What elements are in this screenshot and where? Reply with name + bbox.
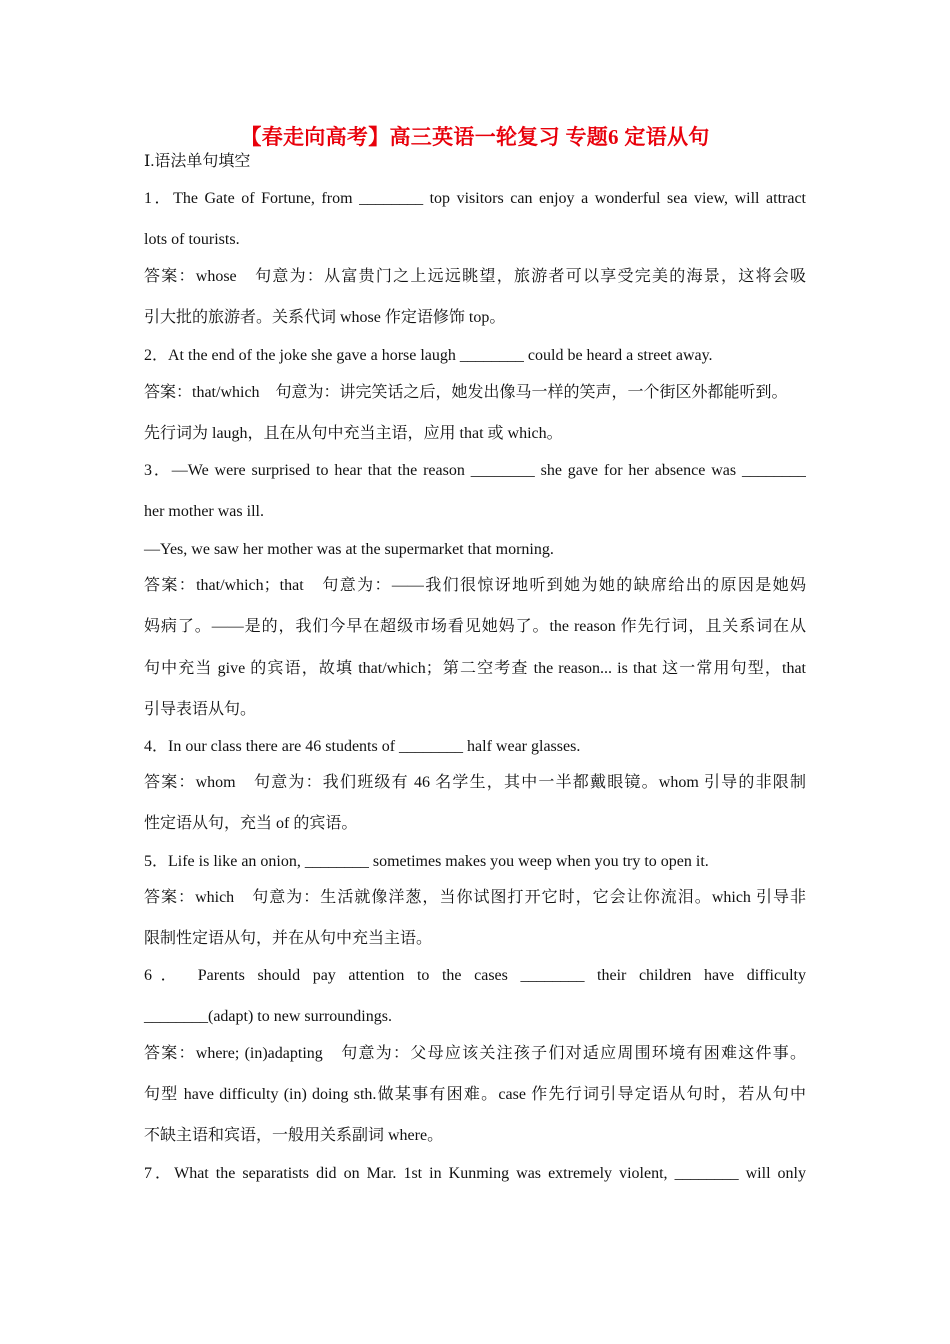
question-3-line-1: 3．—We were surprised to hear that the reason ________ she gave for her absence was ________ xyxy=(144,462,806,479)
question-5-line-1: 5．Life is like an onion, ________ sometimes makes you weep when you try to open it. xyxy=(144,853,709,870)
question-4-line-1: 4．In our class there are 46 students of ________ half wear glasses. xyxy=(144,738,581,755)
page-title: 【春走向高考】高三英语一轮复习 专题6 定语从句 xyxy=(240,125,710,149)
answer-5-line-2: 限制性定语从句，并在从句中充当主语。 xyxy=(144,930,433,947)
question-1-line-2: lots of tourists. xyxy=(144,231,240,248)
answer-6-line-1: 答案：where; (in)adapting 句意为：父母应该关注孩子们对适应周围环境有困难这件事。 xyxy=(144,1045,806,1062)
question-3-line-3: —Yes, we saw her mother was at the supermarket that morning. xyxy=(144,541,554,558)
answer-2-line-2: 先行词为 laugh，且在从句中充当主语，应用 that 或 which。 xyxy=(144,425,563,442)
answer-2-line-1: 答案：that/which 句意为：讲完笑话之后，她发出像马一样的笑声，一个街区外都能听到。 xyxy=(144,384,788,401)
answer-3-line-2: 妈病了。——是的，我们今早在超级市场看见她妈了。the reason 作先行词，且关系词在从 xyxy=(144,618,806,635)
answer-4-line-1: 答案：whom 句意为：我们班级有 46 名学生，其中一半都戴眼镜。whom 引导的非限制 xyxy=(144,774,806,791)
question-6-line-2: ________(adapt) to new surroundings. xyxy=(144,1008,392,1025)
answer-3-line-3: 句中充当 give 的宾语，故填 that/which；第二空考查 the reason... is that 这一常用句型，that xyxy=(144,660,806,677)
answer-6-line-3: 不缺主语和宾语，一般用关系副词 where。 xyxy=(144,1127,444,1144)
question-6-line-1: 6． Parents should pay attention to the cases ________ their children have difficulty xyxy=(144,967,806,984)
answer-4-line-2: 性定语从句，充当 of 的宾语。 xyxy=(144,815,358,832)
answer-1-line-1: 答案：whose 句意为：从富贵门之上远远眺望，旅游者可以享受完美的海景，这将会吸 xyxy=(144,268,806,285)
question-1-line-1: 1．The Gate of Fortune, from ________ top visitors can enjoy a wonderful sea view, will attract xyxy=(144,190,806,207)
question-3-line-2: her mother was ill. xyxy=(144,503,264,520)
answer-1-line-2: 引大批的旅游者。关系代词 whose 作定语修饰 top。 xyxy=(144,309,506,326)
question-7-line-1: 7．What the separatists did on Mar. 1st in Kunming was extremely violent, ________ will only xyxy=(144,1165,806,1182)
answer-3-line-4: 引导表语从句。 xyxy=(144,701,257,718)
question-2-line-1: 2．At the end of the joke she gave a horse laugh ________ could be heard a street away. xyxy=(144,347,713,364)
section-heading: Ⅰ.语法单句填空 xyxy=(144,153,251,170)
answer-5-line-1: 答案：which 句意为：生活就像洋葱，当你试图打开它时，它会让你流泪。which 引导非 xyxy=(144,889,806,906)
answer-6-line-2: 句型 have difficulty (in) doing sth.做某事有困难。case 作先行词引导定语从句时，若从句中 xyxy=(144,1086,806,1103)
answer-3-line-1: 答案：that/which；that 句意为：——我们很惊讶地听到她为她的缺席给出的原因是她妈 xyxy=(144,577,806,594)
